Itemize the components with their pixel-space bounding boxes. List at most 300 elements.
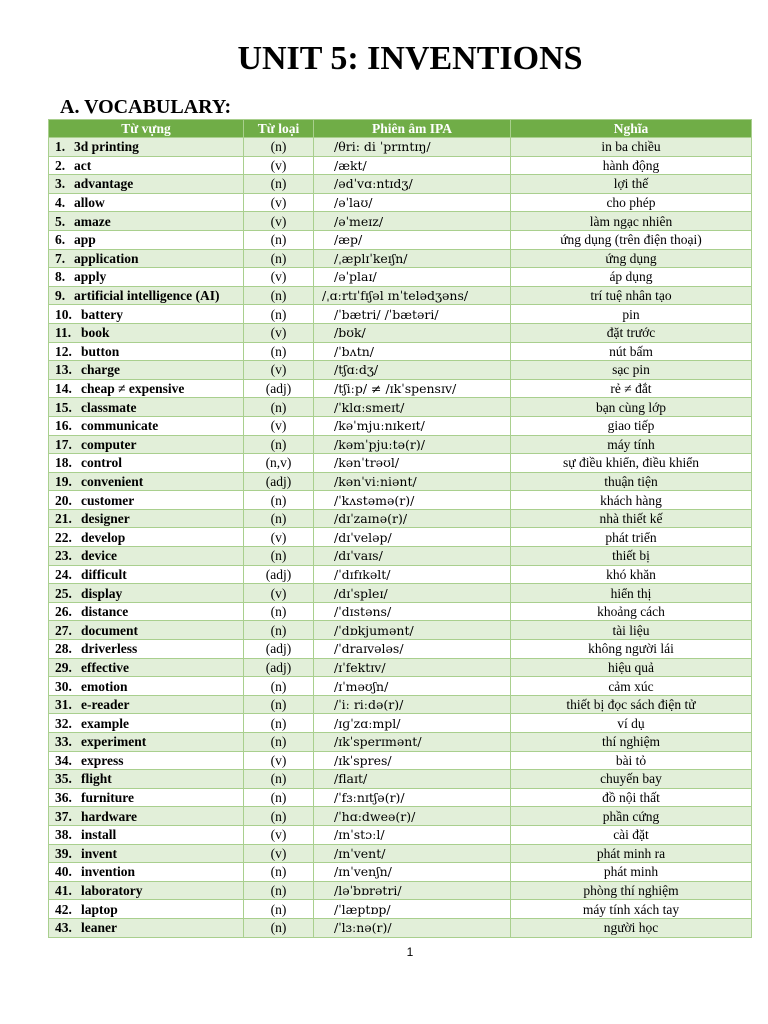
row-number: 11. xyxy=(55,325,72,341)
cell-part-of-speech: (v) xyxy=(244,584,314,603)
cell-word xyxy=(49,305,244,324)
vocab-word: advantage xyxy=(74,176,134,192)
row-number: 42. xyxy=(55,901,72,917)
row-number: 28. xyxy=(55,641,72,657)
cell-word xyxy=(49,454,244,473)
cell-word xyxy=(49,677,244,696)
cell-word xyxy=(49,491,244,510)
vocab-word: hardware xyxy=(81,808,137,824)
cell-ipa: /ˌæplɪˈkeɪʃn/ xyxy=(314,249,511,268)
cell-part-of-speech: (n) xyxy=(244,770,314,789)
row-number: 15. xyxy=(55,399,72,415)
cell-ipa: /ɪɡˈzɑːmpl/ xyxy=(314,714,511,733)
cell-meaning: sạc pin xyxy=(511,361,752,380)
vocab-word: convenient xyxy=(81,473,144,489)
table-row xyxy=(49,751,752,770)
cell-word xyxy=(49,509,244,528)
vocab-word: apply xyxy=(74,269,107,285)
cell-part-of-speech: (n) xyxy=(244,435,314,454)
cell-part-of-speech: (n) xyxy=(244,249,314,268)
cell-ipa: /kəmˈpjuːtə(r)/ xyxy=(314,435,511,454)
cell-meaning: cảm xúc xyxy=(511,677,752,696)
table-row xyxy=(49,584,752,603)
table-row xyxy=(49,658,752,677)
cell-meaning: hiển thị xyxy=(511,584,752,603)
row-number: 32. xyxy=(55,715,72,731)
table-row xyxy=(49,695,752,714)
vocab-word: develop xyxy=(81,529,126,545)
cell-ipa: /dɪˈzaɪnə(r)/ xyxy=(314,509,511,528)
table-row xyxy=(49,825,752,844)
cell-word xyxy=(49,807,244,826)
vocab-word: communicate xyxy=(81,418,159,434)
row-number: 1. xyxy=(55,139,66,155)
table-row xyxy=(49,398,752,417)
table-row xyxy=(49,863,752,882)
cell-part-of-speech: (n) xyxy=(244,286,314,305)
cell-word xyxy=(49,770,244,789)
cell-meaning: phát triển xyxy=(511,528,752,547)
cell-meaning: hiệu quả xyxy=(511,658,752,677)
cell-ipa: /ɪˈfektɪv/ xyxy=(314,658,511,677)
row-number: 40. xyxy=(55,864,72,880)
cell-ipa: /ˈkʌstəmə(r)/ xyxy=(314,491,511,510)
cell-word xyxy=(49,918,244,937)
cell-part-of-speech: (adj) xyxy=(244,472,314,491)
cell-ipa: /ˈdraɪvələs/ xyxy=(314,640,511,659)
cell-meaning: nhà thiết kế xyxy=(511,509,752,528)
cell-ipa: /flaɪt/ xyxy=(314,770,511,789)
cell-ipa: /ləˈbɒrətri/ xyxy=(314,881,511,900)
vocabulary-table xyxy=(48,119,752,938)
cell-meaning: khách hàng xyxy=(511,491,752,510)
cell-word xyxy=(49,844,244,863)
cell-meaning: máy tính xách tay xyxy=(511,900,752,919)
cell-word xyxy=(49,138,244,157)
cell-meaning: chuyến bay xyxy=(511,770,752,789)
cell-part-of-speech: (n,v) xyxy=(244,454,314,473)
row-number: 39. xyxy=(55,845,72,861)
row-number: 23. xyxy=(55,548,72,564)
table-row xyxy=(49,156,752,175)
row-number: 6. xyxy=(55,232,66,248)
cell-part-of-speech: (v) xyxy=(244,528,314,547)
cell-word xyxy=(49,900,244,919)
cell-word xyxy=(49,733,244,752)
cell-word xyxy=(49,584,244,603)
cell-word xyxy=(49,788,244,807)
vocab-word: install xyxy=(81,827,117,843)
cell-part-of-speech: (adj) xyxy=(244,565,314,584)
cell-meaning: cho phép xyxy=(511,193,752,212)
vocab-word: driverless xyxy=(81,641,138,657)
cell-meaning: phát minh xyxy=(511,863,752,882)
vocab-word: app xyxy=(74,232,96,248)
cell-word xyxy=(49,212,244,231)
cell-part-of-speech: (v) xyxy=(244,268,314,287)
cell-part-of-speech: (v) xyxy=(244,212,314,231)
cell-ipa: /ˈlæptɒp/ xyxy=(314,900,511,919)
cell-part-of-speech: (n) xyxy=(244,863,314,882)
cell-ipa: /ɪnˈvenʃn/ xyxy=(314,863,511,882)
table-row xyxy=(49,714,752,733)
page-title: UNIT 5: INVENTIONS xyxy=(237,40,583,77)
cell-ipa: /ɪkˈspres/ xyxy=(314,751,511,770)
row-number: 20. xyxy=(55,492,72,508)
row-number: 38. xyxy=(55,827,72,843)
section-heading: A. VOCABULARY: xyxy=(60,96,232,118)
cell-part-of-speech: (n) xyxy=(244,733,314,752)
table-row xyxy=(49,268,752,287)
cell-word xyxy=(49,361,244,380)
cell-ipa: /ˈdɪstəns/ xyxy=(314,602,511,621)
cell-meaning: rẻ ≠ đắt xyxy=(511,379,752,398)
cell-word xyxy=(49,863,244,882)
row-number: 3. xyxy=(55,176,66,192)
vocab-word: example xyxy=(81,715,129,731)
cell-ipa: /ˈiː riːdə(r)/ xyxy=(314,695,511,714)
cell-word xyxy=(49,156,244,175)
cell-ipa: /tʃiːp/ ≠ /ɪkˈspensɪv/ xyxy=(314,379,511,398)
row-number: 16. xyxy=(55,418,72,434)
table-row xyxy=(49,454,752,473)
cell-meaning: máy tính xyxy=(511,435,752,454)
row-number: 41. xyxy=(55,883,72,899)
table-row xyxy=(49,472,752,491)
cell-ipa: /ˈlɜːnə(r)/ xyxy=(314,918,511,937)
vocab-word: designer xyxy=(81,511,130,527)
row-number: 33. xyxy=(55,734,72,750)
row-number: 36. xyxy=(55,790,72,806)
row-number: 12. xyxy=(55,343,72,359)
cell-word xyxy=(49,695,244,714)
cell-word xyxy=(49,825,244,844)
cell-part-of-speech: (n) xyxy=(244,138,314,157)
cell-ipa: /əˈmeɪz/ xyxy=(314,212,511,231)
cell-ipa: /dɪˈspleɪ/ xyxy=(314,584,511,603)
cell-meaning: cài đặt xyxy=(511,825,752,844)
vocab-word: laptop xyxy=(81,901,118,917)
cell-word xyxy=(49,528,244,547)
cell-meaning: in ba chiều xyxy=(511,138,752,157)
table-row xyxy=(49,844,752,863)
cell-part-of-speech: (n) xyxy=(244,621,314,640)
cell-part-of-speech: (n) xyxy=(244,305,314,324)
cell-word xyxy=(49,565,244,584)
vocab-word: artificial intelligence (AI) xyxy=(74,288,220,304)
vocab-word: book xyxy=(81,325,110,341)
row-number: 24. xyxy=(55,566,72,582)
row-number: 30. xyxy=(55,678,72,694)
cell-part-of-speech: (v) xyxy=(244,193,314,212)
vocab-word: emotion xyxy=(81,678,128,694)
cell-meaning: làm ngạc nhiên xyxy=(511,212,752,231)
cell-word xyxy=(49,249,244,268)
header-word: Từ vựng xyxy=(49,120,244,138)
cell-part-of-speech: (n) xyxy=(244,900,314,919)
cell-ipa: /ˈbætri/ /ˈbætəri/ xyxy=(314,305,511,324)
table-row xyxy=(49,175,752,194)
cell-meaning: phần cứng xyxy=(511,807,752,826)
cell-word xyxy=(49,416,244,435)
vocab-word: experiment xyxy=(81,734,147,750)
cell-meaning: sự điều khiển, điều khiển xyxy=(511,454,752,473)
table-row xyxy=(49,435,752,454)
vocab-word: laboratory xyxy=(81,883,143,899)
cell-part-of-speech: (n) xyxy=(244,695,314,714)
table-header-row xyxy=(49,120,752,138)
cell-part-of-speech: (n) xyxy=(244,175,314,194)
cell-word xyxy=(49,621,244,640)
cell-part-of-speech: (n) xyxy=(244,807,314,826)
cell-part-of-speech: (n) xyxy=(244,602,314,621)
row-number: 26. xyxy=(55,604,72,620)
cell-ipa: /ˈdɒkjumənt/ xyxy=(314,621,511,640)
cell-word xyxy=(49,398,244,417)
vocab-word: cheap ≠ expensive xyxy=(81,381,185,397)
cell-part-of-speech: (v) xyxy=(244,825,314,844)
table-row xyxy=(49,640,752,659)
cell-word xyxy=(49,472,244,491)
row-number: 19. xyxy=(55,473,72,489)
cell-meaning: thiết bị xyxy=(511,547,752,566)
cell-part-of-speech: (v) xyxy=(244,416,314,435)
vocab-word: distance xyxy=(81,604,129,620)
cell-part-of-speech: (v) xyxy=(244,751,314,770)
table-row xyxy=(49,491,752,510)
cell-meaning: lợi thế xyxy=(511,175,752,194)
cell-word xyxy=(49,323,244,342)
cell-ipa: /ɪˈməʊʃn/ xyxy=(314,677,511,696)
cell-word xyxy=(49,175,244,194)
vocab-word: effective xyxy=(81,659,129,675)
row-number: 13. xyxy=(55,362,72,378)
cell-meaning: tài liệu xyxy=(511,621,752,640)
row-number: 4. xyxy=(55,195,66,211)
cell-word xyxy=(49,881,244,900)
table-row xyxy=(49,509,752,528)
cell-meaning: nút bấm xyxy=(511,342,752,361)
cell-ipa: /kənˈtrəʊl/ xyxy=(314,454,511,473)
table-row xyxy=(49,138,752,157)
cell-part-of-speech: (n) xyxy=(244,918,314,937)
cell-part-of-speech: (v) xyxy=(244,844,314,863)
cell-word xyxy=(49,547,244,566)
cell-word xyxy=(49,268,244,287)
vocab-word: display xyxy=(81,585,123,601)
page-number: 1 xyxy=(406,945,414,959)
cell-meaning: ứng dụng (trên điện thoại) xyxy=(511,230,752,249)
cell-meaning: pin xyxy=(511,305,752,324)
vocab-word: invent xyxy=(81,845,118,861)
cell-part-of-speech: (n) xyxy=(244,714,314,733)
table-row xyxy=(49,918,752,937)
cell-ipa: /ˈklɑːsmeɪt/ xyxy=(314,398,511,417)
cell-ipa: /ɪkˈsperɪmənt/ xyxy=(314,733,511,752)
row-number: 27. xyxy=(55,622,72,638)
cell-meaning: hành động xyxy=(511,156,752,175)
table-row xyxy=(49,212,752,231)
table-row xyxy=(49,770,752,789)
cell-ipa: /kəˈmjuːnɪkeɪt/ xyxy=(314,416,511,435)
cell-ipa: /dɪˈvaɪs/ xyxy=(314,547,511,566)
cell-ipa: /ədˈvɑːntɪdʒ/ xyxy=(314,175,511,194)
cell-word xyxy=(49,193,244,212)
cell-part-of-speech: (n) xyxy=(244,342,314,361)
cell-word xyxy=(49,435,244,454)
cell-meaning: trí tuệ nhân tạo xyxy=(511,286,752,305)
cell-part-of-speech: (v) xyxy=(244,156,314,175)
vocab-word: 3d printing xyxy=(74,139,139,155)
cell-part-of-speech: (n) xyxy=(244,547,314,566)
cell-part-of-speech: (n) xyxy=(244,881,314,900)
cell-meaning: giao tiếp xyxy=(511,416,752,435)
row-number: 25. xyxy=(55,585,72,601)
vocab-word: application xyxy=(74,250,139,266)
row-number: 10. xyxy=(55,306,72,322)
cell-meaning: khó khăn xyxy=(511,565,752,584)
cell-meaning: người học xyxy=(511,918,752,937)
row-number: 35. xyxy=(55,771,72,787)
cell-part-of-speech: (adj) xyxy=(244,658,314,677)
table-row xyxy=(49,286,752,305)
table-row xyxy=(49,305,752,324)
vocab-word: computer xyxy=(81,436,137,452)
row-number: 2. xyxy=(55,157,66,173)
cell-meaning: phát minh ra xyxy=(511,844,752,863)
cell-meaning: phòng thí nghiệm xyxy=(511,881,752,900)
cell-word xyxy=(49,602,244,621)
table-row xyxy=(49,528,752,547)
table-row xyxy=(49,249,752,268)
header-ipa: Phiên âm IPA xyxy=(314,120,511,138)
row-number: 8. xyxy=(55,269,66,285)
row-number: 21. xyxy=(55,511,72,527)
cell-meaning: bạn cùng lớp xyxy=(511,398,752,417)
cell-ipa: /æp/ xyxy=(314,230,511,249)
cell-part-of-speech: (n) xyxy=(244,509,314,528)
vocab-word: express xyxy=(81,752,124,768)
table-row xyxy=(49,547,752,566)
cell-ipa: /bʊk/ xyxy=(314,323,511,342)
cell-ipa: /ækt/ xyxy=(314,156,511,175)
header-part-of-speech: Từ loại xyxy=(244,120,314,138)
table-row xyxy=(49,379,752,398)
table-row xyxy=(49,323,752,342)
table-row xyxy=(49,361,752,380)
vocab-word: leaner xyxy=(81,920,117,936)
cell-meaning: thí nghiệm xyxy=(511,733,752,752)
cell-part-of-speech: (v) xyxy=(244,323,314,342)
vocab-word: difficult xyxy=(81,566,127,582)
cell-meaning: thuận tiện xyxy=(511,472,752,491)
cell-part-of-speech: (n) xyxy=(244,677,314,696)
cell-word xyxy=(49,751,244,770)
cell-word xyxy=(49,286,244,305)
cell-ipa: /tʃɑːdʒ/ xyxy=(314,361,511,380)
cell-part-of-speech: (adj) xyxy=(244,379,314,398)
cell-ipa: /ˈbʌtn/ xyxy=(314,342,511,361)
table-body xyxy=(49,138,752,938)
cell-meaning: bài tỏ xyxy=(511,751,752,770)
table-row xyxy=(49,788,752,807)
cell-ipa: /əˈplaɪ/ xyxy=(314,268,511,287)
row-number: 7. xyxy=(55,250,66,266)
row-number: 9. xyxy=(55,288,66,304)
cell-word xyxy=(49,230,244,249)
table-row xyxy=(49,881,752,900)
cell-meaning: đồ nội thất xyxy=(511,788,752,807)
cell-ipa: /ɪnˈvent/ xyxy=(314,844,511,863)
cell-meaning: khoảng cách xyxy=(511,602,752,621)
header-meaning: Nghĩa xyxy=(511,120,752,138)
cell-ipa: /kənˈviːniənt/ xyxy=(314,472,511,491)
vocab-word: amaze xyxy=(74,213,111,229)
table-row xyxy=(49,193,752,212)
cell-ipa: /ˈdɪfɪkəlt/ xyxy=(314,565,511,584)
row-number: 34. xyxy=(55,752,72,768)
vocab-word: battery xyxy=(81,306,123,322)
cell-ipa: /dɪˈveləp/ xyxy=(314,528,511,547)
row-number: 5. xyxy=(55,213,66,229)
vocab-word: customer xyxy=(81,492,135,508)
cell-part-of-speech: (v) xyxy=(244,361,314,380)
vocab-word: classmate xyxy=(81,399,137,415)
vocab-word: button xyxy=(81,343,120,359)
cell-meaning: đặt trước xyxy=(511,323,752,342)
cell-meaning: thiết bị đọc sách điện tử xyxy=(511,695,752,714)
vocab-word: control xyxy=(81,455,122,471)
row-number: 31. xyxy=(55,697,72,713)
vocab-word: furniture xyxy=(81,790,134,806)
vocab-word: charge xyxy=(81,362,120,378)
vocab-word: e-reader xyxy=(81,697,130,713)
table-row xyxy=(49,565,752,584)
cell-ipa: /ɪnˈstɔːl/ xyxy=(314,825,511,844)
cell-meaning: không người lái xyxy=(511,640,752,659)
vocab-word: allow xyxy=(74,195,105,211)
cell-part-of-speech: (n) xyxy=(244,398,314,417)
cell-word xyxy=(49,342,244,361)
cell-word xyxy=(49,714,244,733)
cell-part-of-speech: (n) xyxy=(244,230,314,249)
row-number: 14. xyxy=(55,381,72,397)
table-row xyxy=(49,621,752,640)
cell-word xyxy=(49,658,244,677)
cell-ipa: /ˈhɑːdweə(r)/ xyxy=(314,807,511,826)
table-row xyxy=(49,602,752,621)
cell-meaning: áp dụng xyxy=(511,268,752,287)
vocab-word: act xyxy=(74,157,92,173)
cell-ipa: /əˈlaʊ/ xyxy=(314,193,511,212)
cell-part-of-speech: (adj) xyxy=(244,640,314,659)
cell-ipa: /θri: di ˈprɪntɪŋ/ xyxy=(314,138,511,157)
table-row xyxy=(49,677,752,696)
table-row xyxy=(49,342,752,361)
cell-meaning: ứng dụng xyxy=(511,249,752,268)
vocab-word: document xyxy=(81,622,138,638)
table-row xyxy=(49,230,752,249)
cell-part-of-speech: (n) xyxy=(244,788,314,807)
row-number: 22. xyxy=(55,529,72,545)
cell-word xyxy=(49,640,244,659)
cell-part-of-speech: (n) xyxy=(244,491,314,510)
vocab-word: device xyxy=(81,548,117,564)
cell-ipa: /ˈfɜːnɪtʃə(r)/ xyxy=(314,788,511,807)
row-number: 37. xyxy=(55,808,72,824)
cell-word xyxy=(49,379,244,398)
row-number: 29. xyxy=(55,659,72,675)
